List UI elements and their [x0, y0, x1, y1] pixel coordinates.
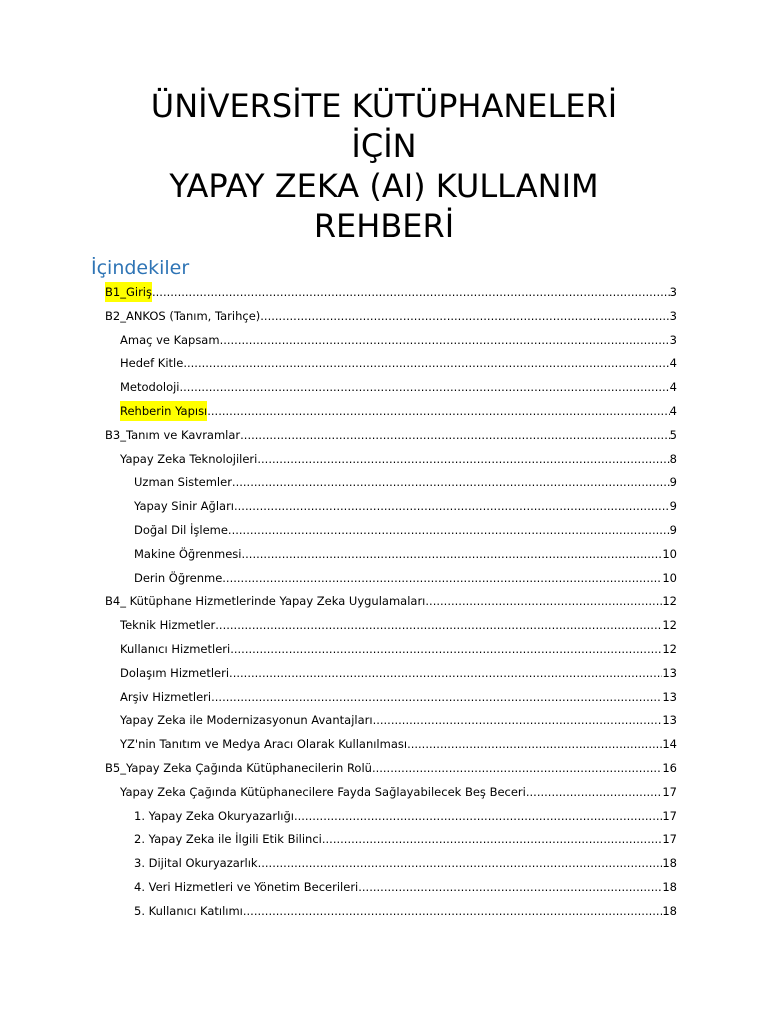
toc-entry[interactable] [105, 591, 677, 611]
toc-entry[interactable] [105, 425, 677, 445]
toc-dot-leader [207, 401, 669, 421]
toc-entry[interactable] [134, 806, 677, 826]
toc-entry-page-number: 9 [669, 499, 677, 514]
toc-entry-page-number: 18 [662, 856, 677, 871]
toc-heading: İçindekiler [91, 257, 190, 279]
toc-entry-page-number: 4 [669, 380, 677, 395]
toc-entry-label: 3. Dijital Okuryazarlık [134, 856, 258, 871]
toc-entry-label: Yapay Zeka Çağında Kütüphanecilere Fayda Sağlayabilecek Beş Beceri [120, 784, 526, 799]
toc-entry[interactable] [134, 544, 677, 564]
toc-entry-page-number: 18 [662, 903, 677, 918]
toc-entry-label: Makine Öğrenmesi [134, 546, 242, 561]
toc-entry-label: B5_Yapay Zeka Çağında Kütüphanecilerin Rolü [105, 761, 372, 775]
toc-entry[interactable] [105, 306, 677, 326]
toc-entry-label: Yapay Sinir Ağları [134, 499, 234, 514]
toc-dot-leader [258, 853, 663, 873]
toc-entry-page-number: 10 [662, 546, 677, 561]
toc-entry[interactable] [134, 829, 677, 849]
toc-entry-label: B4_ Kütüphane Hizmetlerinde Yapay Zeka Uygulamaları [105, 594, 426, 609]
toc-entry[interactable] [120, 401, 677, 421]
toc-entry[interactable] [120, 615, 677, 635]
toc-dot-leader [211, 687, 662, 707]
toc-dot-leader [257, 449, 669, 469]
toc-entry-page-number: 13 [662, 713, 677, 728]
toc-dot-leader [243, 901, 663, 921]
toc-entry[interactable] [120, 353, 677, 373]
toc-entry-page-number: 17 [662, 832, 677, 847]
toc-entry-page-number: 13 [662, 665, 677, 680]
toc-entry-label: Derin Öğrenme [134, 570, 223, 585]
toc-entry[interactable] [120, 734, 677, 754]
toc-entry[interactable] [120, 377, 677, 397]
toc-dot-leader [242, 544, 663, 564]
toc-entry-page-number: 10 [662, 570, 677, 585]
toc-dot-leader [234, 496, 670, 516]
document-title [60, 86, 708, 246]
toc-entry-page-number: 3 [669, 308, 677, 323]
toc-dot-leader [526, 782, 663, 802]
toc-dot-leader [425, 591, 662, 611]
toc-dot-leader [407, 734, 662, 754]
toc-entry-page-number: 17 [662, 784, 677, 799]
toc-entry-label: B1_Giriş [105, 282, 152, 302]
toc-entry-page-number: 13 [662, 689, 677, 704]
title-line-2: İÇİN [351, 127, 417, 165]
toc-entry-label: 2. Yapay Zeka ile İlgili Etik Bilinci [134, 832, 322, 847]
toc-entry-page-number: 16 [662, 761, 677, 775]
toc-dot-leader [294, 806, 662, 826]
toc-dot-leader [152, 282, 670, 302]
toc-entry-page-number: 17 [662, 808, 677, 823]
toc-entry-page-number: 18 [662, 880, 677, 894]
toc-dot-leader [232, 472, 670, 492]
toc-entry-label: Yapay Zeka ile Modernizasyonun Avantajları [120, 713, 373, 728]
toc-entry-label: B2_ANKOS (Tanım, Tarihçe) [105, 308, 261, 323]
toc-entry-label: YZ'nin Tanıtım ve Medya Aracı Olarak Kullanılması [120, 737, 408, 752]
toc-entry-page-number: 12 [662, 642, 677, 656]
toc-entry-label: Rehberin Yapısı [120, 401, 207, 421]
toc-entry[interactable] [120, 710, 677, 730]
toc-dot-leader [372, 758, 662, 778]
toc-dot-leader [260, 306, 669, 326]
toc-entry-label: Teknik Hizmetler [120, 618, 216, 633]
toc-dot-leader [220, 330, 670, 350]
toc-dot-leader [358, 877, 662, 897]
toc-entry-page-number: 12 [662, 618, 677, 633]
toc-entry-page-number: 4 [669, 356, 677, 371]
toc-dot-leader [229, 663, 662, 683]
toc-entry-label: Dolaşım Hizmetleri [120, 665, 230, 680]
toc-entry[interactable] [134, 520, 677, 540]
toc-dot-leader [240, 425, 670, 445]
toc-dot-leader [322, 829, 663, 849]
toc-entry[interactable] [105, 758, 677, 778]
toc-entry-label: 5. Kullanıcı Katılımı [134, 903, 243, 918]
toc-entry-page-number: 14 [662, 737, 677, 752]
toc-entry-page-number: 9 [669, 475, 677, 490]
toc-entry-page-number: 12 [662, 594, 677, 609]
toc-dot-leader [222, 568, 662, 588]
toc-dot-leader [180, 377, 670, 397]
toc-entry-label: Metodoloji [120, 380, 180, 395]
toc-entry-label: Uzman Sistemler [134, 475, 232, 490]
title-line-4: REHBERİ [313, 207, 455, 245]
toc-entry[interactable] [134, 472, 677, 492]
toc-entry-label: B3_Tanım ve Kavramlar [105, 427, 241, 442]
toc-entry-page-number: 8 [669, 451, 677, 466]
toc-entry[interactable] [134, 568, 677, 588]
toc-dot-leader [183, 353, 669, 373]
toc-entry[interactable] [120, 449, 677, 469]
toc-dot-leader [373, 710, 663, 730]
toc-entry-page-number: 3 [669, 285, 677, 299]
toc-entry-page-number: 3 [669, 332, 677, 347]
toc-dot-leader [215, 615, 662, 635]
toc-entry-label: Doğal Dil İşleme [134, 523, 228, 537]
toc-entry[interactable] [134, 496, 677, 516]
toc-entry-page-number: 5 [669, 427, 677, 442]
toc-entry-label: Amaç ve Kapsam [120, 332, 220, 347]
toc-dot-leader [228, 520, 670, 540]
title-line-3: YAPAY ZEKA (AI) KULLANIM [169, 167, 599, 205]
toc-entry[interactable] [120, 639, 677, 659]
toc-entry[interactable] [120, 687, 677, 707]
toc-entry-label: Hedef Kitle [120, 356, 184, 371]
toc-entry[interactable] [120, 663, 677, 683]
toc-entry-label: 1. Yapay Zeka Okuryazarlığı [134, 808, 294, 823]
toc-entry-page-number: 4 [669, 404, 677, 418]
toc-entry-label: Arşiv Hizmetleri [120, 689, 212, 704]
toc-dot-leader [230, 639, 662, 659]
toc-entry-label: 4. Veri Hizmetleri ve Yönetim Becerileri [134, 880, 359, 894]
toc-entry[interactable] [134, 901, 677, 921]
toc-entry-page-number: 9 [669, 523, 677, 537]
toc-entry-label: Yapay Zeka Teknolojileri [120, 451, 258, 466]
toc-entry[interactable] [134, 877, 677, 897]
toc-entry[interactable] [120, 330, 677, 350]
toc-entry-label: Kullanıcı Hizmetleri [120, 642, 231, 656]
toc-entry[interactable] [120, 782, 677, 802]
toc-entry[interactable] [134, 853, 677, 873]
title-line-1: ÜNİVERSİTE KÜTÜPHANELERİ [150, 87, 618, 125]
toc-entry[interactable] [105, 282, 677, 302]
